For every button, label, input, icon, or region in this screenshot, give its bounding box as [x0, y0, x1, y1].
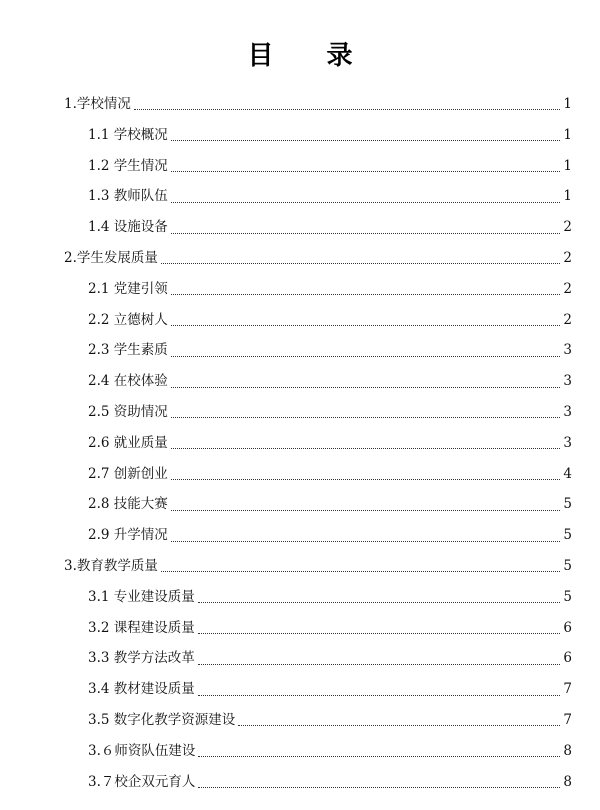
toc-dot-leader — [171, 509, 561, 511]
toc-dot-leader — [171, 416, 561, 418]
toc-entry-label: 3.4 教材建设质量 — [88, 681, 195, 698]
toc-page-number: 1 — [563, 126, 572, 143]
toc-dot-leader — [198, 694, 561, 696]
toc-entry-label: 2.学生发展质量 — [64, 249, 158, 266]
toc-entry-label: 2.5 资助情况 — [88, 403, 168, 420]
toc-subsection-entry[interactable] — [64, 151, 572, 182]
toc-page-number: 3 — [563, 342, 572, 359]
toc-entry-label: 2.9 升学情况 — [88, 527, 168, 544]
toc-section-entry[interactable] — [64, 243, 572, 274]
toc-subsection-entry[interactable] — [64, 305, 572, 336]
toc-entry-label: 1.1 学校概况 — [88, 126, 168, 143]
toc-page-number: 6 — [563, 619, 572, 636]
toc-section-entry[interactable] — [64, 89, 572, 120]
toc-entry-label: 1.4 设施设备 — [88, 219, 168, 236]
toc-subsection-entry[interactable] — [64, 705, 572, 736]
toc-entry-label: 2.8 技能大赛 — [88, 496, 168, 513]
toc-page-number: 1 — [563, 188, 572, 205]
toc-entry-label: 3.７校企双元育人 — [88, 773, 196, 790]
toc-subsection-entry[interactable] — [64, 582, 572, 613]
toc-page-number: 3 — [563, 434, 572, 451]
toc-dot-leader — [171, 540, 561, 542]
toc-dot-leader — [171, 478, 561, 480]
toc-page-number: 5 — [563, 557, 572, 574]
toc-subsection-entry[interactable] — [64, 459, 572, 490]
toc-subsection-entry[interactable] — [64, 643, 572, 674]
toc-dot-leader — [198, 632, 561, 634]
toc-entry-label: 3.1 专业建设质量 — [88, 588, 195, 605]
toc-dot-leader — [171, 355, 561, 357]
toc-page-number: 1 — [563, 157, 572, 174]
toc-section-entry[interactable] — [64, 551, 572, 582]
toc-dot-leader — [171, 293, 561, 295]
page-title: 目 录 — [247, 41, 375, 71]
toc-subsection-entry[interactable] — [64, 274, 572, 305]
toc-page-number: 2 — [563, 219, 572, 236]
toc-page-number: 3 — [563, 373, 572, 390]
toc-page-number: 7 — [563, 711, 572, 728]
toc-page-number: 4 — [563, 465, 572, 482]
toc-page-number: 5 — [563, 588, 572, 605]
toc-dot-leader — [161, 570, 561, 572]
toc-dot-leader — [198, 663, 561, 665]
toc-entry-label: 2.3 学生素质 — [88, 342, 168, 359]
toc-entry-label: 3.5 数字化教学资源建设 — [88, 711, 236, 728]
toc-subsection-entry[interactable] — [64, 520, 572, 551]
toc-dot-leader — [171, 232, 561, 234]
toc-subsection-entry[interactable] — [64, 674, 572, 705]
toc-subsection-entry[interactable] — [64, 366, 572, 397]
toc-subsection-entry[interactable] — [64, 428, 572, 459]
toc-entry-label: 1.学校情况 — [64, 96, 131, 112]
toc-subsection-entry[interactable] — [64, 335, 572, 366]
toc-entry-label: 2.1 党建引领 — [88, 280, 168, 297]
toc-dot-leader — [171, 324, 561, 326]
toc-page-number: 8 — [563, 773, 572, 790]
toc-dot-leader — [238, 724, 560, 726]
toc-dot-leader — [171, 201, 561, 203]
toc-page-number: 5 — [563, 527, 572, 544]
toc-dot-leader — [198, 601, 561, 603]
toc-subsection-entry[interactable] — [64, 613, 572, 644]
toc-subsection-entry[interactable] — [64, 767, 572, 798]
toc-page-number: 8 — [563, 742, 572, 759]
toc-dot-leader — [171, 447, 561, 449]
toc-entry-label: 3.2 课程建设质量 — [88, 619, 195, 636]
toc-subsection-entry[interactable] — [64, 212, 572, 243]
toc-dot-leader — [161, 262, 561, 264]
toc-page-number: 6 — [563, 650, 572, 667]
toc-page-number: 1 — [563, 96, 572, 112]
toc-entry-label: 3.3 教学方法改革 — [88, 650, 195, 667]
toc-entry-label: 1.2 学生情况 — [88, 157, 168, 174]
toc-entry-label: 2.6 就业质量 — [88, 434, 168, 451]
toc-subsection-entry[interactable] — [64, 397, 572, 428]
toc-dot-leader — [171, 386, 561, 388]
toc-entry-label: 2.7 创新创业 — [88, 465, 168, 482]
toc-subsection-entry[interactable] — [64, 489, 572, 520]
toc-page-number: 3 — [563, 403, 572, 420]
toc-dot-leader — [134, 108, 561, 110]
toc-page-number: 2 — [563, 280, 572, 297]
toc-dot-leader — [198, 786, 560, 788]
toc-subsection-entry[interactable] — [64, 736, 572, 767]
toc-dot-leader — [198, 755, 560, 757]
toc-entry-label: 3.教育教学质量 — [64, 557, 158, 574]
toc-subsection-entry[interactable] — [64, 181, 572, 212]
table-of-contents — [64, 89, 572, 797]
toc-entry-label: 3.６师资队伍建设 — [88, 742, 196, 759]
toc-entry-label: 1.3 教师队伍 — [88, 188, 168, 205]
toc-dot-leader — [171, 170, 561, 172]
toc-page-number: 7 — [563, 681, 572, 698]
toc-entry-label: 2.4 在校体验 — [88, 373, 168, 390]
toc-page-number: 5 — [563, 496, 572, 513]
toc-page-number: 2 — [563, 311, 572, 328]
toc-page-number: 2 — [563, 249, 572, 266]
toc-dot-leader — [171, 139, 561, 141]
toc-entry-label: 2.2 立德树人 — [88, 311, 168, 328]
toc-subsection-entry[interactable] — [64, 120, 572, 151]
